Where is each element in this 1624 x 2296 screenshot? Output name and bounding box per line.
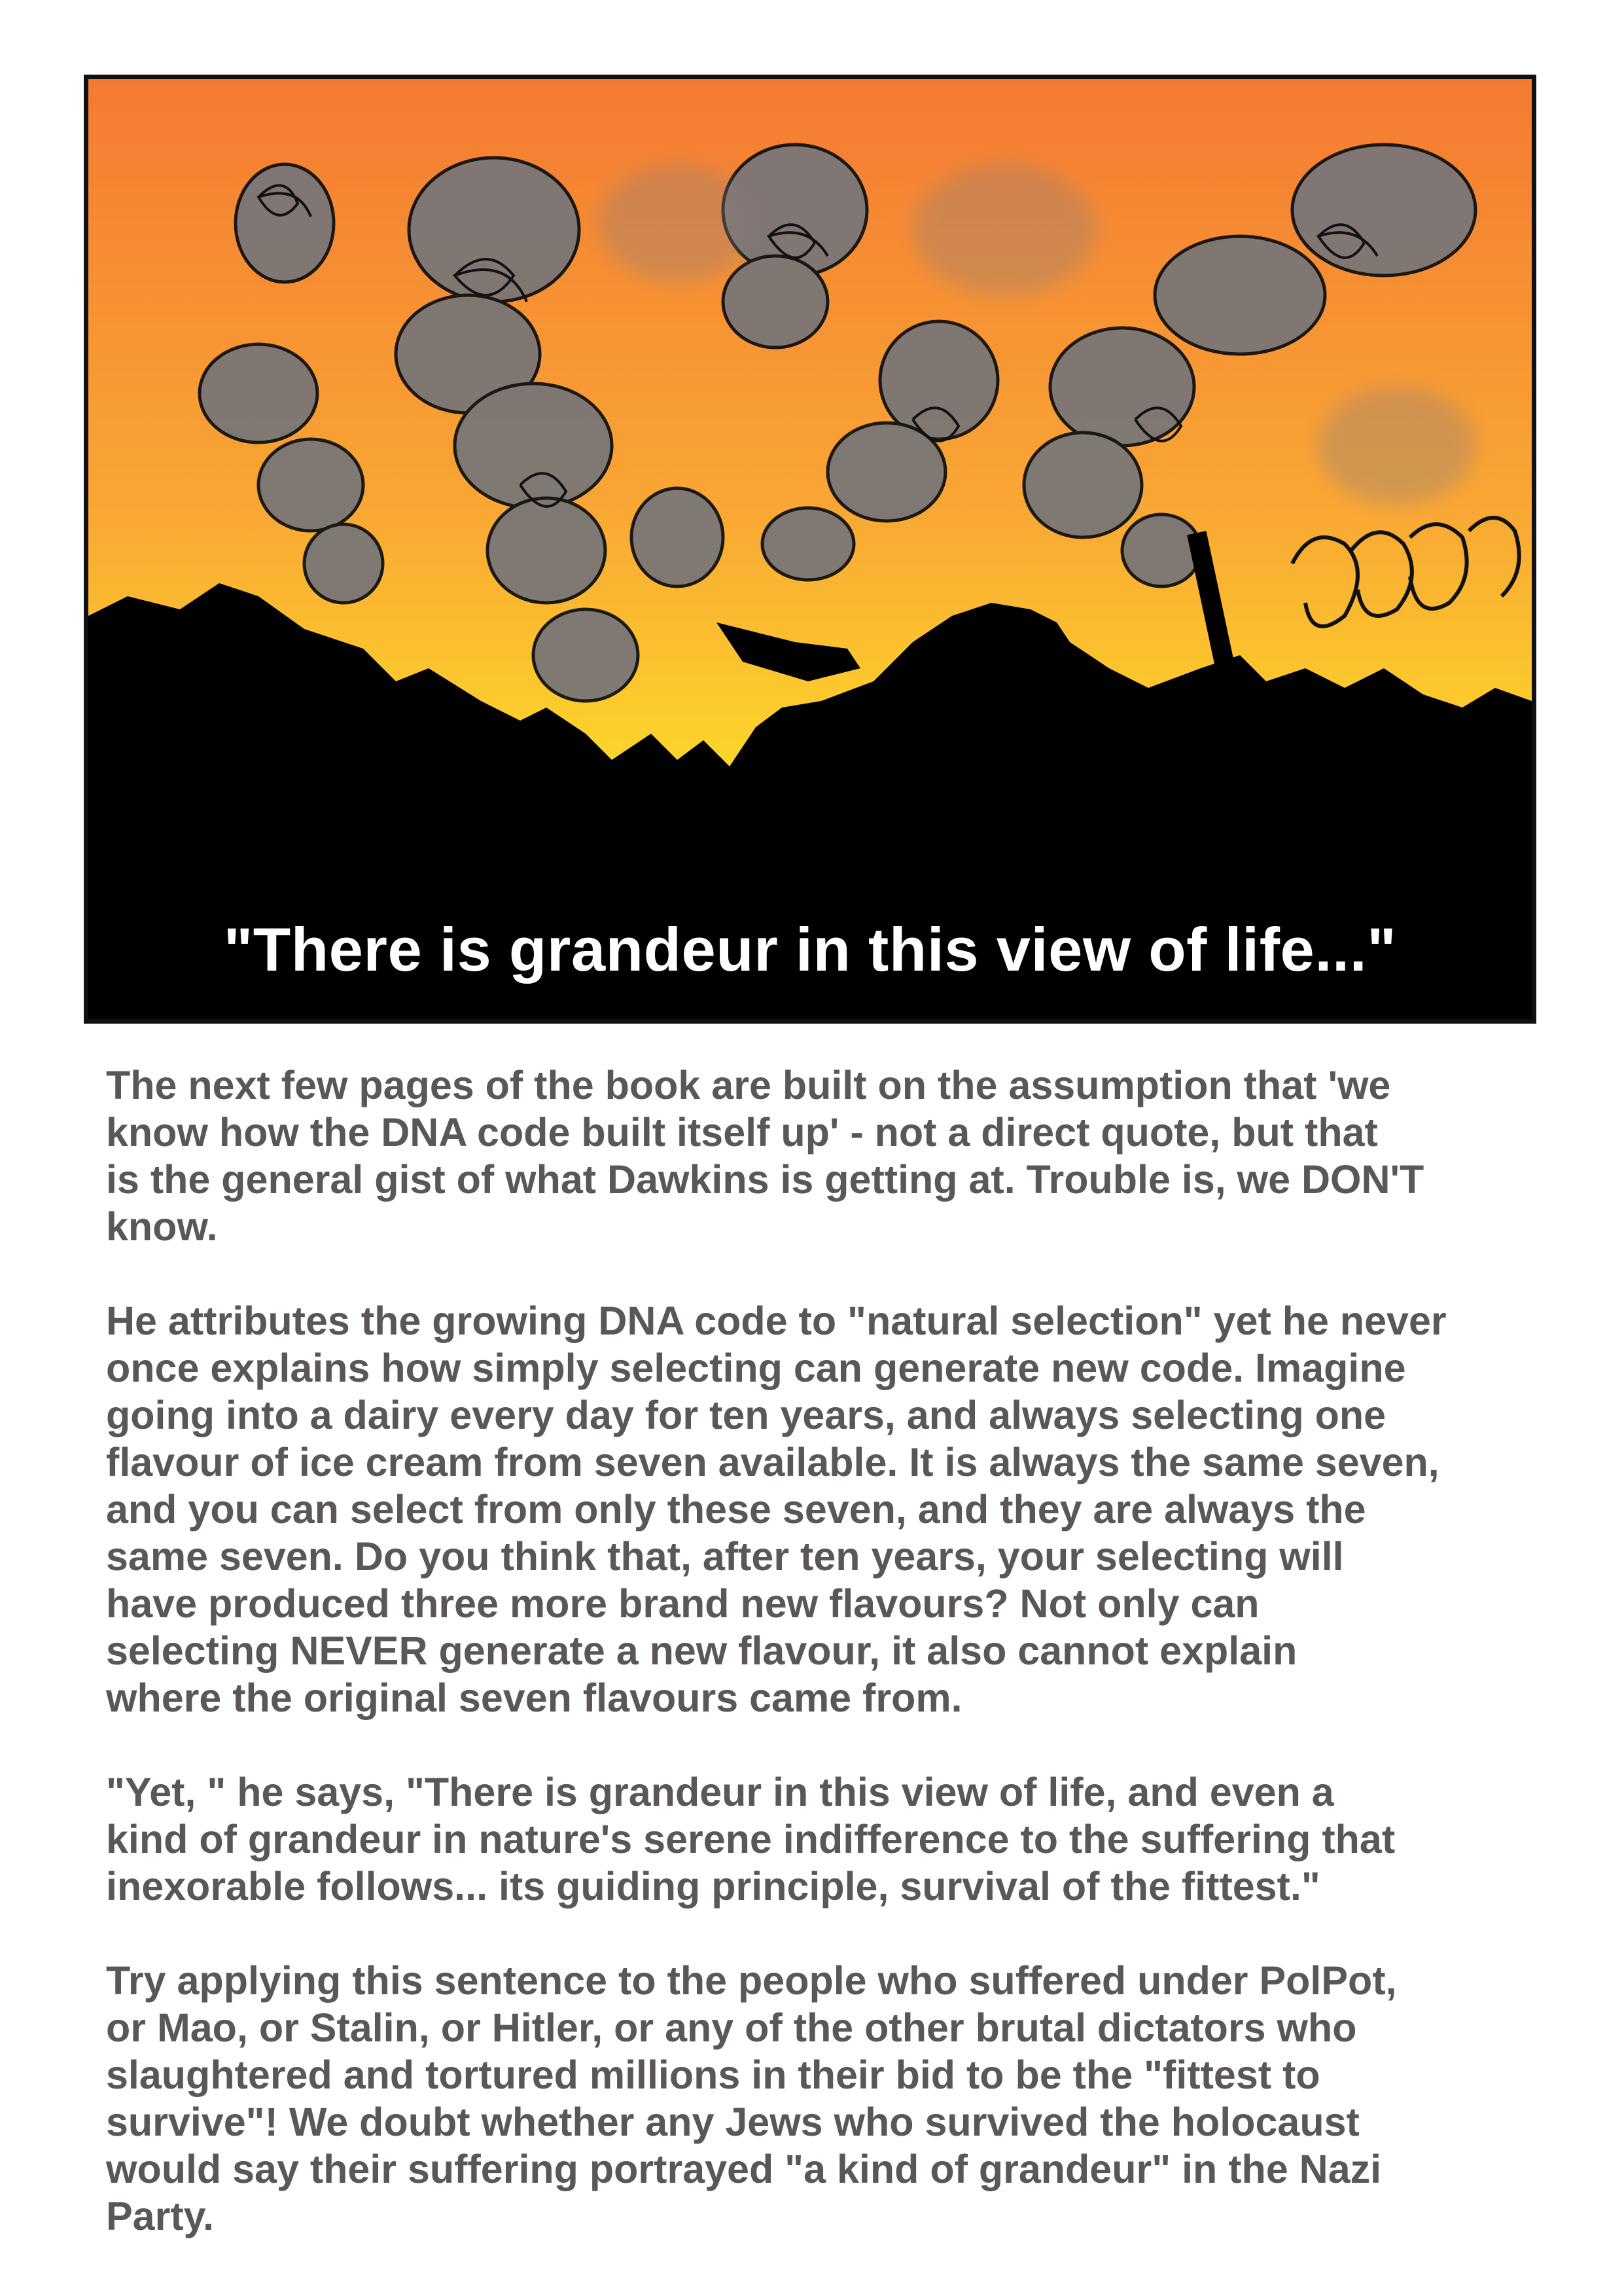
paragraph-3: "Yet, " he says, "There is grandeur in this view of life, and even a kind of grandeur in nature's serene indifference to the suffering that inexorable follows... its guiding principle, survival of the fittest."	[106, 1770, 1396, 1909]
paragraph-2: He attributes the growing DNA code to "natural selection" yet he never once explains how simply selecting can generate new code. Imagine going into a dairy every day for ten years, and always selecting one flavour of ice cream from seven available. It is always the same seven, and you can select from only these seven, and they are always the same seven. Do you think that, after ten years, your selecting will have produced three more brand new flavours? Not only can selecting NEVER generate a new flavour, it also cannot explain where the original seven flavours came from.	[106, 1299, 1447, 1720]
battlefield-illustration	[88, 79, 1532, 1019]
article-body	[106, 1062, 1532, 2287]
paragraph-1: The next few pages of the book are built on the assumption that 'we know how the DNA code built itself up' - not a direct quote, but that is the general gist of what Dawkins is getting at. Trouble is, we DON'T know.	[106, 1063, 1424, 1249]
illustration-panel	[84, 75, 1536, 1024]
panel-caption: "There is grandeur in this view of life..."	[223, 915, 1397, 984]
paragraph-4: Try applying this sentence to the people who suffered under PolPot, or Mao, or Stalin, or Hitler, or any of the other brutal dictators who slaughtered and tortured millions in their bid to be the "fittest to survive"! We doubt whether any Jews who survived the holocaust would say their suffering portrayed "a kind of grandeur" in the Nazi Party.	[106, 1958, 1397, 2238]
